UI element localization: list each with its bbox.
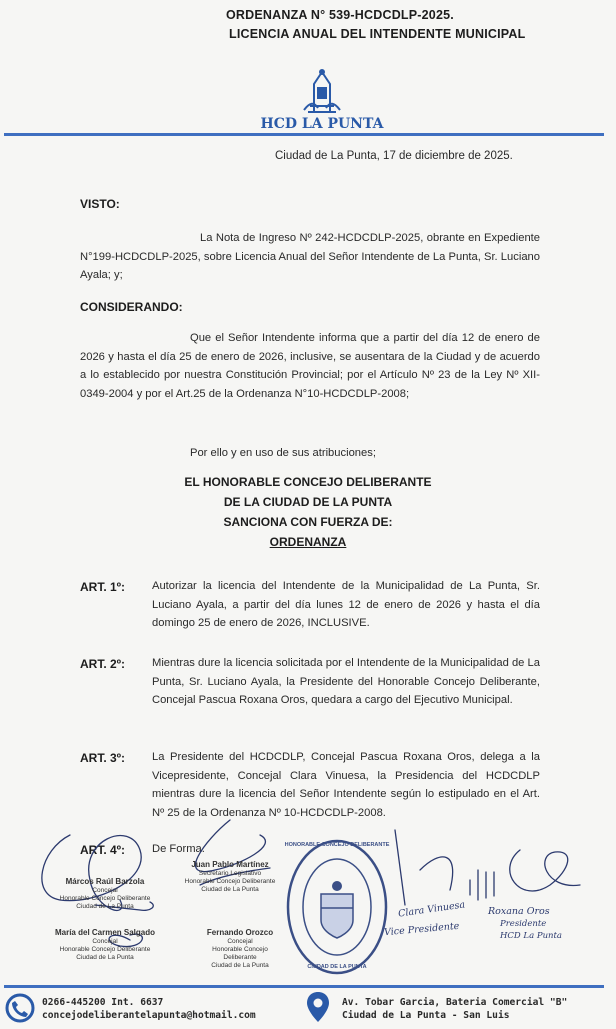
signature-name: María del Carmen Salgado [54,928,156,937]
signature-block-orozco [195,928,285,970]
signature-institution: Honorable Concejo Deliberante [59,945,151,953]
handwritten-roxana-role1: Presidente [500,919,547,929]
location-pin-icon [302,990,334,1024]
sanction-line-1: EL HONORABLE CONCEJO DELIBERANTE [184,475,432,489]
logo-text: HCD LA PUNTA [260,116,384,132]
signature-institution: Honorable Concejo Deliberante [184,877,276,885]
hcd-logo [252,68,392,134]
footer-address: Av. Tobar Garcia, Bateria Comercial "B" [342,997,568,1008]
footer-email[interactable]: concejodeliberantelapunta@hotmail.com [42,1010,256,1021]
signature-city: Ciudad de La Punta [211,961,269,969]
signature-role: Concejal [92,937,118,945]
seal-text-bottom: CIUDAD DE LA PUNTA [307,964,367,970]
signature-role: Secretario Legislativo [198,869,262,877]
sanction-line-4: ORDENANZA [269,535,347,549]
signature-role: Concejal [227,937,253,945]
handwritten-roxana-name: Roxana Oros [488,906,550,917]
signature-city: Ciudad de La Punta [76,953,134,961]
signature-role: Concejal [92,886,118,894]
seal-text-top: HONORABLE CONCEJO DELIBERANTE [284,842,390,848]
signature-block-salgado [40,928,170,962]
article-4-text: De Forma. [152,843,205,855]
footer-divider [4,985,604,988]
considerando-closing: Por ello y en uso de sus atribuciones; [190,447,376,459]
considerando-label: CONSIDERANDO: [80,300,183,314]
article-1-text: Autorizar la licencia del Intendente de la Municipalidad de La Punta, Sr. Luciano Ayala, a partir del día lunes 12 de enero de 2026 y hasta el día domingo 25 de enero de 2026, INCLUSIVE. [152,580,540,629]
article-2-text: Mientras dure la licencia solicitada por el Intendente de la Municipalidad de La Punta, Sr. Luciano Ayala, la Presidente del Honorable Concejo Deliberante, Concejal Pascua Roxana Oros, quedara a cargo del Ejecutivo Municipal. [152,657,540,706]
footer-city: Ciudad de La Punta - San Luis [342,1010,510,1021]
visto-text: La Nota de Ingreso Nº 242-HCDCDLP-2025, obrante en Expediente N°199-HCDCDLP-2025, sobre Licencia Anual del Señor Intendente de La Punta, Sr. Luciano Ayala; y; [80,232,540,281]
signature-institution: Honorable Concejo Deliberante [59,894,151,902]
visto-label: VISTO: [80,197,120,211]
handwritten-roxana-role2: HCD La Punta [500,931,562,941]
signature-institution: Honorable Concejo Deliberante [212,945,268,961]
header-divider [4,133,604,136]
signature-city: Ciudad de La Punta [201,885,259,893]
official-seal [285,838,389,976]
seal-emblem-icon [285,838,389,976]
signature-name: Márcos Raúl Barzola [65,877,145,886]
article-4-label: ART. 4º: [80,843,126,857]
signature-name: Juan Pablo Martínez [191,860,269,869]
article-1-label: ART. 1º: [80,580,126,594]
ordinance-number: ORDENANZA N° 539-HCDCDLP-2025. [226,8,454,22]
signature-block-martinez [170,860,290,894]
date-line: Ciudad de La Punta, 17 de diciembre de 2025. [275,150,513,162]
ordinance-subject: LICENCIA ANUAL DEL INTENDENTE MUNICIPAL [229,27,526,41]
sanction-block [150,472,466,552]
article-3-label: ART. 3º: [80,751,126,765]
signature-block-barzola [40,877,170,911]
handwritten-clara-role: Vice Presidente [383,920,460,939]
signature-city: Ciudad de La Punta [76,902,134,910]
footer-phone: 0266-445200 Int. 6637 [42,997,164,1008]
sanction-line-2: DE LA CIUDAD DE LA PUNTA [223,495,393,509]
tower-logo-icon [252,68,392,114]
handwritten-clara-name: Clara Vinuesa [397,899,466,920]
considerando-paragraph: Que el Señor Intendente informa que a partir del día 12 de enero de 2026 y hasta el día 25 de enero de 2026, inclusive, se ausentara de la Ciudad y de acuerdo a lo establecido por nuestra Constitución Provincial; por el Artículo Nº 23 de la Ley Nº XII-0349-2004 y por el Art.25 de la Ordenanza N°10-HCDCDLP-2008; [80,332,540,400]
signature-name: Fernando Orozco [206,928,274,937]
sanction-line-3: SANCIONA CON FUERZA DE: [223,515,393,529]
phone-icon [4,992,36,1024]
article-2-label: ART. 2º: [80,657,126,671]
article-3-text: La Presidente del HCDCDLP, Concejal Pascua Roxana Oros, delega a la Vicepresidente, Concejal Clara Vinuesa, la Presidencia del HCDCDLP mientras dure la licencia del Señor Intendente según lo estipulado en el Art. Nº 25 de la Ordenanza Nº 10-HCDCDLP-2008. [152,751,540,819]
